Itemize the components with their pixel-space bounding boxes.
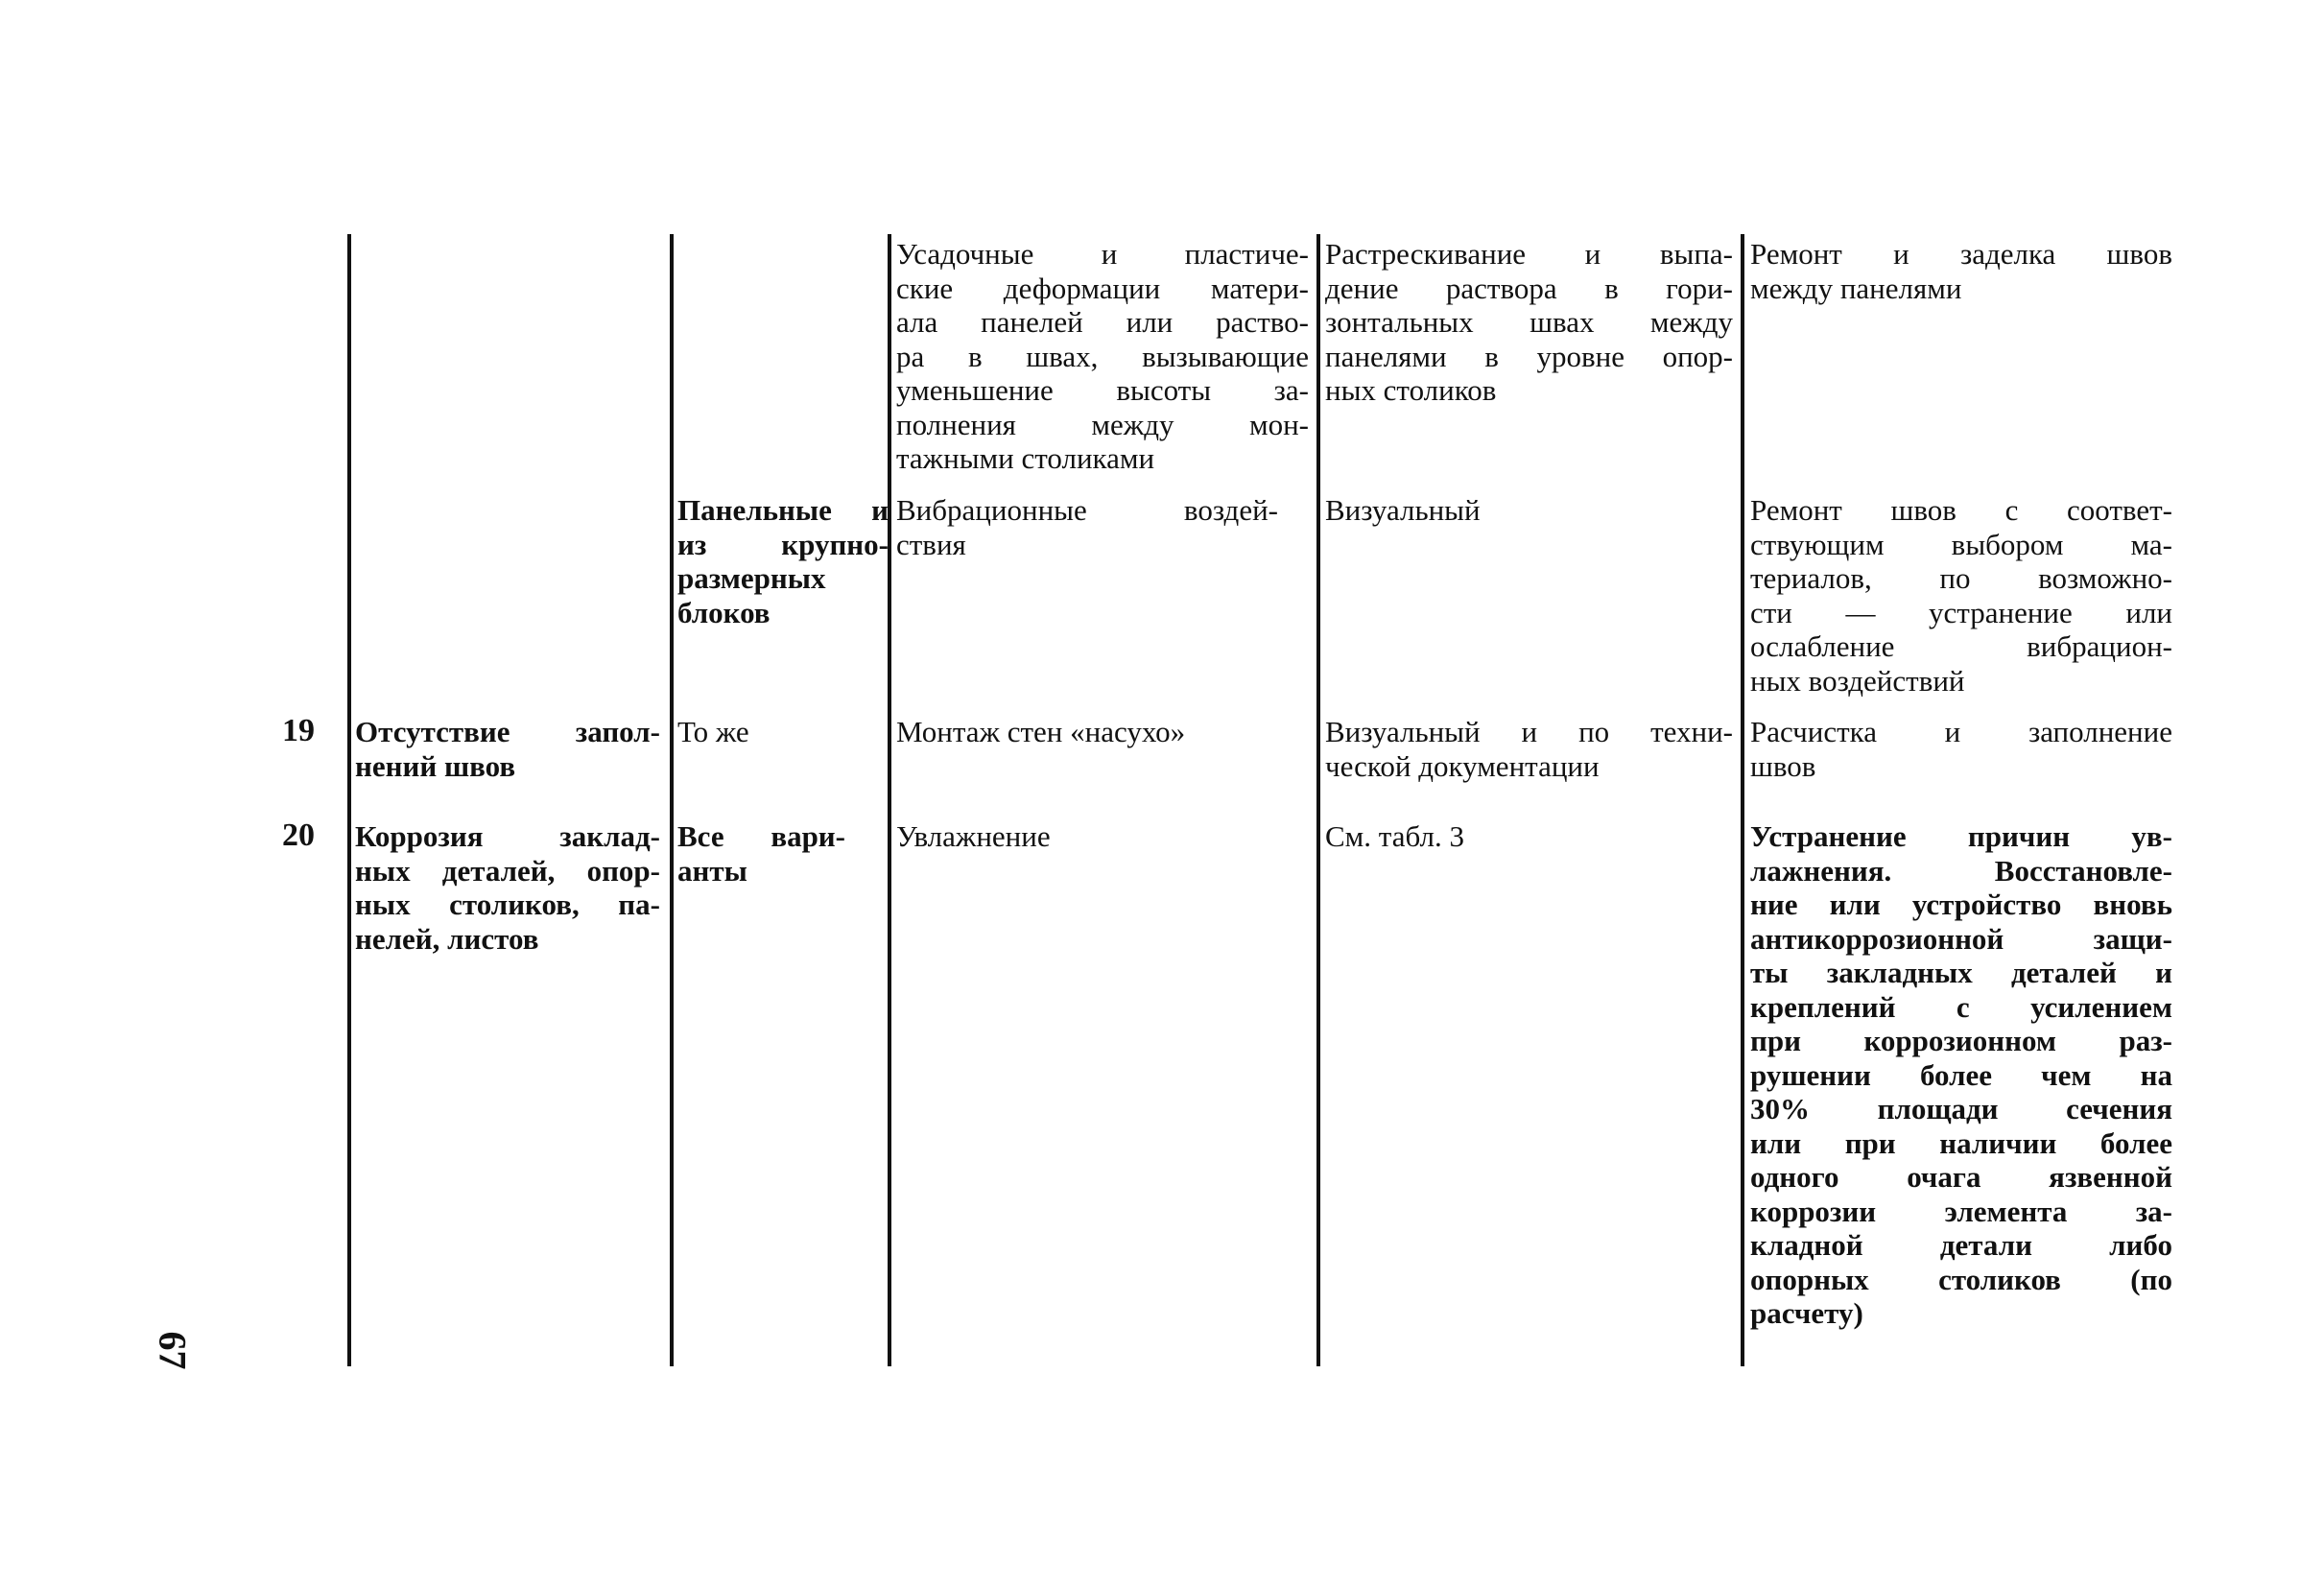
text-line: ствия — [896, 527, 966, 561]
text-line: Все вари- — [677, 819, 845, 853]
text-line: Усадочные и пластиче- — [896, 237, 1309, 271]
row-20-repair-cell — [1750, 819, 2172, 1331]
text-line: ствующим выбором ма- — [1750, 527, 2172, 561]
text-line: сти — устранение или — [1750, 595, 2172, 629]
text-line: блоков — [677, 595, 771, 629]
text-line: ных столиков, па- — [355, 888, 660, 921]
text-line: Увлажнение — [896, 819, 1051, 853]
text-line: антикоррозионной защи- — [1750, 921, 2172, 956]
row-20-variant-cell — [677, 819, 845, 888]
row-20-defect-cell — [355, 819, 660, 956]
text-line: анты — [677, 853, 747, 888]
row-19-cause-cell — [896, 715, 1309, 749]
text-line: опорных столиков (по — [1750, 1262, 2172, 1296]
text-line: зонтальных швах между — [1325, 305, 1733, 339]
text-line: расчету) — [1750, 1296, 1863, 1330]
column-rule-2 — [670, 234, 674, 1366]
text-line: ние или устройство вновь — [1750, 888, 2172, 921]
text-line: Монтаж стен «насухо» — [896, 715, 1186, 748]
text-line: рушении более чем на — [1750, 1057, 2172, 1092]
text-line: ала панелей или раство- — [896, 305, 1309, 339]
text-line: Ремонт и заделка швов — [1750, 237, 2172, 271]
text-line: одного очага язвенной — [1750, 1160, 2172, 1194]
page-number: 67 — [151, 1331, 195, 1370]
text-line: уменьшение высоты за- — [896, 373, 1309, 407]
text-line: териалов, по возможно- — [1750, 561, 2172, 595]
row-19-detection-cell — [1325, 715, 1733, 783]
text-line: кладной детали либо — [1750, 1228, 2172, 1262]
panel-detection-cell — [1325, 493, 1733, 528]
text-line: Визуальный — [1325, 493, 1481, 527]
text-line: нений швов — [355, 748, 516, 783]
text-line: То же — [677, 715, 749, 748]
text-line: дение раствора в гори- — [1325, 271, 1733, 305]
text-line: нелей, листов — [355, 921, 539, 956]
text-line: размерных — [677, 561, 826, 595]
text-line: ных столиков — [1325, 373, 1497, 407]
row-20-cause-cell — [896, 819, 1309, 854]
text-line: Расчистка и заполнение — [1750, 715, 2172, 748]
text-line: тажными столиками — [896, 441, 1155, 475]
text-line: Ремонт швов с соответ- — [1750, 493, 2172, 527]
text-line: полнения между мон- — [896, 407, 1309, 441]
column-rule-3 — [888, 234, 891, 1366]
row-19-variant-cell — [677, 715, 879, 749]
continuation-repair-cell — [1750, 237, 2172, 305]
text-line: ослабление вибрацион- — [1750, 629, 2172, 663]
text-line: или при наличии более — [1750, 1125, 2172, 1160]
text-line: ных деталей, опор- — [355, 853, 660, 888]
text-line: швов — [1750, 748, 1816, 783]
text-line: ские деформации матери- — [896, 271, 1309, 305]
text-line: коррозии элемента за- — [1750, 1194, 2172, 1228]
text-line: ты закладных деталей и — [1750, 956, 2172, 989]
text-line: 30% площади сечения — [1750, 1092, 2172, 1125]
text-line: при коррозионном раз- — [1750, 1024, 2172, 1057]
text-line: Вибрационные воздей- — [896, 493, 1278, 527]
text-line: креплений с усилением — [1750, 989, 2172, 1024]
row-20-detection-cell — [1325, 819, 1733, 854]
text-line: Визуальный и по техни- — [1325, 715, 1733, 748]
text-line: Устранение причин ув- — [1750, 819, 2172, 853]
panel-cause-cell — [896, 493, 1278, 561]
continuation-cause-cell — [896, 237, 1309, 476]
column-rule-4 — [1316, 234, 1320, 1366]
column-rule-5 — [1741, 234, 1744, 1366]
row-20-number: 20 — [282, 817, 315, 853]
text-line: Растрескивание и выпа- — [1325, 237, 1733, 271]
panel-repair-cell — [1750, 493, 2172, 698]
row-19-number: 19 — [282, 713, 315, 748]
text-line: Коррозия заклад- — [355, 819, 660, 853]
text-line: ных воздействий — [1750, 663, 1965, 698]
text-line: ра в швах, вызывающие — [896, 339, 1309, 373]
text-line: между панелями — [1750, 271, 1962, 305]
text-line: См. табл. 3 — [1325, 819, 1464, 853]
text-line: из крупно- — [677, 527, 889, 561]
text-line: панелями в уровне опор- — [1325, 339, 1733, 373]
column-rule-1 — [347, 234, 351, 1366]
text-line: Панельные и — [677, 493, 889, 527]
row-19-defect-cell — [355, 715, 660, 783]
row-19-repair-cell — [1750, 715, 2172, 783]
panel-variant-cell — [677, 493, 889, 629]
text-line: Отсутствие запол- — [355, 715, 660, 748]
text-line: ческой документации — [1325, 748, 1600, 783]
continuation-detection-cell — [1325, 237, 1733, 408]
text-line: лажнения. Восстановле- — [1750, 853, 2172, 888]
